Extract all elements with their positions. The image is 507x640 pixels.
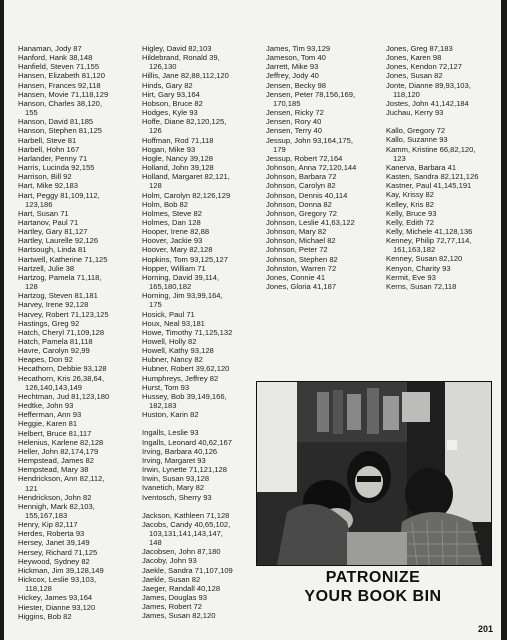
index-entry: Heggie, Karen 81 [18,419,78,429]
index-entry: Holland, Margaret 82,121, [142,172,230,182]
index-entry: Jacoby, John 93 [142,556,197,566]
index-entry-continuation: 118,128 [25,584,52,594]
index-entry: Jones, Kendon 72,127 [386,62,463,72]
index-entry: Irving, Barbara 40,126 [142,446,218,456]
index-entry-continuation: 155,167,183 [25,510,68,520]
index-entry: Irwin, Lynette 71,121,128 [142,465,227,475]
index-entry: Hogan, Mike 93 [142,144,196,154]
index-entry: Hopkins, Tom 93,125,127 [142,254,228,264]
index-entry: Jonte, Dianne 89,93,103, [386,80,471,90]
index-entry: Kay, Krissy 82 [386,190,434,200]
index-entry-continuation: 182,183 [149,401,177,411]
index-entry: Howell, Kathy 93,128 [142,346,214,356]
index-entry-continuation: 118,120 [393,89,420,99]
index-entry: Hosick, Paul 71 [142,309,195,319]
index-entry: Kelly, Bruce 93 [386,208,437,218]
index-entry: Kenney, Susan 82,120 [386,254,463,264]
index-entry: Hennigh, Mark 82,103, [18,501,95,511]
index-entry-continuation: 179 [273,144,286,154]
bookstore-photo [256,381,492,566]
index-entry: Ingalls, Leonard 40,62,167 [142,437,232,447]
index-entry: Hoffman, Rod 71,118 [142,135,214,145]
index-column-2 [142,44,233,621]
index-entry: James, Robert 72 [142,602,202,612]
index-entry: Johnson, Stephen 82 [266,254,338,264]
index-entry: Heller, John 82,174,179 [18,446,99,456]
index-entry: Jaekle, Susan 82 [142,574,201,584]
index-entry: Johnson, Gregory 72 [266,208,337,218]
index-entry: Jacobs, Candy 40,65,102, [142,519,231,529]
index-column-4 [386,44,478,291]
index-entry-continuation: 148 [149,538,162,548]
section-gap [386,117,478,126]
index-entry: Hooper, Irene 82,88 [142,227,210,237]
page-number: 201 [477,624,493,634]
index-entry: Jessup, Robert 72,164 [266,153,343,163]
index-entry: Kelly, Edith 72 [386,217,434,227]
index-entry: Holm, Bob 82 [142,199,189,209]
index-entry: Kasten, Sandra 82,121,126 [386,172,479,182]
index-entry: Hartwell, Katherine 71,125 [18,254,108,264]
index-entry: Kerns, Susan 72,118 [386,281,457,291]
index-entry: Holmes, Steve 82 [142,208,202,218]
index-entry: Hendrickson, Ann 82,112, [18,474,105,484]
index-entry: Hanson, David 81,185 [18,117,94,127]
index-entry: Hussey, Bob 39,149,166, [142,391,227,401]
index-entry: Kanerva, Barbara 41 [386,162,457,172]
index-entry: Kamm, Kristine 66,82,120, [386,144,476,154]
index-entry: Kelly, Michele 41,128,136 [386,226,473,236]
index-entry: Johnston, Warren 72 [266,263,337,273]
index-entry: Harvey, Irene 92,128 [18,300,89,310]
index-entry: Irwin, Susan 93,128 [142,474,210,484]
index-entry: Kastner, Paul 41,145,191 [386,181,472,191]
index-entry: Jensen, Ricky 72 [266,108,324,118]
index-entry: Jostes, John 41,142,184 [386,98,469,108]
index-entry: Jones, Connie 41 [266,272,326,282]
index-entry: Irving, Margaret 93 [142,455,206,465]
index-entry: Holmes, Dan 128 [142,217,201,227]
index-entry: Horning, Jim 93,99,164, [142,291,223,301]
index-entry-continuation: 126,140,143,149 [25,382,83,392]
index-entry: Hempstead, Mary 38 [18,465,89,475]
index-entry: Hickey, James 93,164 [18,593,93,603]
index-entry: Johnson, Carolyn 82 [266,181,336,191]
index-entry: Helbert, Bruce 81,117 [18,428,92,438]
index-entry: Hartley, Laurelle 92,126 [18,236,99,246]
index-entry: Jones, Susan 82 [386,71,443,81]
index-entry: Iventosch, Sherry 93 [142,492,212,502]
yearbook-page [4,0,501,640]
index-entry-continuation: 128 [25,282,38,292]
index-entry: Hartsough, Linda 81 [18,245,87,255]
index-entry: Howe, Timothy 71,125,132 [142,327,233,337]
index-entry: Jacobsen, John 87,180 [142,547,221,557]
index-entry: James, Douglas 93 [142,593,208,603]
index-entry: Hoover, Jackie 93 [142,236,203,246]
index-entry: Johnson, Peter 72 [266,245,328,255]
index-entry: Hartley, Gary 81,127 [18,227,88,237]
index-entry: James, Tim 93,129 [266,44,331,53]
index-entry: Hempstead, James 82 [18,456,94,466]
index-entry-continuation: 123 [393,153,406,163]
index-entry: Hinds, Gary 82 [142,80,193,90]
index-entry: Hirt, Gary 93,164 [142,89,200,99]
index-entry: Holland, John 39,128 [142,163,214,173]
index-entry: Horning, David 39,114, [142,272,220,282]
index-entry-continuation: 155 [25,108,38,118]
index-entry: Henry, Kip 82,117 [18,520,78,530]
index-entry: Hedtke, John 93 [18,401,74,411]
index-entry: Hoffe, Diane 82,120,125, [142,117,227,127]
index-entry: Hart, Susan 71 [18,208,69,218]
section-gap [142,502,233,511]
index-entry: Hanaman, Jody 87 [18,44,82,53]
index-entry: Johnson, Barbara 72 [266,172,337,182]
index-entry: James, Susan 82,120 [142,611,216,621]
index-entry-continuation: 126 [149,126,162,136]
index-entry: Herdes, Roberta 93 [18,529,85,539]
index-entry: Heapes, Don 92 [18,355,73,365]
index-entry: Jensen, Peter 78,156,169, [266,89,356,99]
index-column-1 [18,44,109,621]
index-entry: Kelley, Kris 82 [386,199,434,209]
index-entry: Huston, Karin 82 [142,410,199,420]
index-entry: Hanford, Hank 38,148 [18,53,93,63]
index-entry: Jones, Greg 87,183 [386,44,453,53]
index-entry: Hart, Peggy 81,109,112, [18,190,100,200]
index-entry: Hogle, Nancy 39,128 [142,153,213,163]
index-entry: Jensen, Rory 40 [266,117,322,127]
index-entry: Hastings, Greg 92 [18,318,80,328]
index-entry: Heywood, Sydney 82 [18,556,90,566]
index-entry: Helenius, Karlene 82,128 [18,437,104,447]
index-entry: Hillis, Jane 82,88,112,120 [142,71,229,81]
index-entry: Hersey, Richard 71,125 [18,547,98,557]
index-entry: Hefferman, Ann 93 [18,410,82,420]
index-entry: Hopper, William 71 [142,263,206,273]
index-entry: Jones, Gloria 41,187 [266,282,337,292]
index-entry-continuation: 161,163,182 [393,245,436,255]
index-entry: Hersey, Janet 39,149 [18,538,90,548]
index-entry: Houx, Neal 93,181 [142,318,205,328]
index-entry: Johnson, Michael 82 [266,236,336,246]
index-entry: Holm, Carolyn 82,126,129 [142,190,231,200]
index-entry: Hechtman, Jud 81,123,180 [18,391,110,401]
index-entry: Juchau, Kerry 93 [386,108,444,118]
index-entry: Hecathorn, Kris 26,38,64, [18,373,105,383]
index-entry: Kenney, Philip 72,77,114, [386,236,472,246]
index-entry: Johnson, Mary 82 [266,227,327,237]
index-entry: Harvey, Robert 71,123,125 [18,309,109,319]
index-entry: Hartanov, Paul 71 [18,217,79,227]
index-entry: Hartzog, Pamela 71,118, [18,272,102,282]
index-entry: Jaeger, Randall 40,128 [142,583,221,593]
index-entry: Hartzell, Julie 38 [18,263,75,273]
index-entry: Kallo, Suzanne 93 [386,135,448,145]
index-entry: Johnson, Donna 82 [266,199,332,209]
index-entry: Jaekle, Sandra 71,107,109 [142,565,233,575]
index-entry: Harbell, Hohn 167 [18,144,80,154]
index-entry: Hickman, Jim 39,128,149 [18,565,104,575]
index-entry: Hoover, Mary 82,128 [142,245,213,255]
index-entry: Jackson, Kathleen 71,128 [142,510,230,520]
index-entry: Hatch, Cheryl 71,109,128 [18,327,105,337]
index-entry: Hansen, Frances 92,118 [18,80,101,90]
index-entry: Ingalls, Leslie 93 [142,428,199,438]
index-entry: Hanson, Stephen 81,125 [18,126,103,136]
index-entry: Higgins, Bob 82 [18,611,72,621]
index-entry: Hecathorn, Debbie 93,128 [18,364,107,374]
index-entry-continuation: 165,180,182 [149,282,192,292]
index-entry: Howell, Holly 82 [142,337,197,346]
index-entry-continuation: 175 [149,300,162,310]
index-column-3 [266,44,356,291]
index-entry: Jarrett, Mike 93 [266,62,319,72]
index-entry: Harrison, Bill 92 [18,172,72,182]
index-entry-continuation: 170,185 [273,98,301,108]
index-entry: Johnson, Leslie 41,63,122 [266,217,355,227]
index-entry: Humphreys, Jeffrey 82 [142,373,219,383]
index-entry: Jeffrey, Jody 40 [266,71,319,81]
index-entry: Ivanetich, Mary 82 [142,483,205,493]
index-entry: Jones, Karen 98 [386,53,442,63]
index-entry: Kallo, Gregory 72 [386,126,446,136]
index-entry: Hobson, Bruce 82 [142,98,203,108]
index-entry-continuation: 128 [149,181,162,191]
index-entry: Kenyon, Charity 93 [386,263,451,273]
index-entry: Hart, Mike 92,183 [18,181,78,191]
index-entry: Hansen, Movie 71,118,129 [18,89,109,99]
index-entry: Jensen, Becky 98 [266,80,326,90]
index-entry: Hubner, Nancy 82 [142,355,203,365]
index-entry: Hickcox, Leslie 93,103, [18,575,97,585]
index-entry: Hildebrand, Ronald 39, [142,53,220,63]
index-entry-continuation: 121 [25,483,38,493]
index-entry: Jessup, John 93,164,175, [266,135,353,145]
section-gap [142,419,233,428]
index-entry-continuation: 126,130 [149,62,177,72]
book-bin-banner [256,568,490,606]
index-entry: Hanson, Charles 38,120, [18,98,103,108]
index-entry: Hodges, Kyle 93 [142,108,198,118]
index-entry: Harbell, Steve 81 [18,135,77,145]
banner-line-1: PATRONIZE [325,569,421,586]
index-entry: Jensen, Terry 40 [266,126,322,136]
banner-line-2: YOUR BOOK BIN [304,588,442,605]
index-entry: Hanfield, Steven 71,155 [18,62,100,72]
index-entry: Hartzog, Steven 81,181 [18,291,98,301]
index-entry: Hubner, Robert 39,62,120 [142,364,230,374]
index-entry: Hurst, Tom 93 [142,382,190,392]
index-entry: Hatch, Pamela 81,118 [18,337,93,346]
index-entry-continuation: 123,186 [25,199,53,209]
index-entry: Higley, David 82,103 [142,44,212,53]
index-entry: Kermit, Eve 93 [386,272,436,282]
index-entry: Harris, Lucinda 92,155 [18,163,95,173]
index-entry: Harlander, Penny 71 [18,153,88,163]
index-entry: Hendrickson, John 82 [18,492,92,502]
index-entry: Johnson, Dennis 40,114 [266,190,348,200]
index-entry-continuation: 103,131,141,143,147, [149,528,223,538]
index-entry: Hansen, Elizabeth 81,120 [18,71,105,81]
index-entry: Johnson, Anna 72,120,144 [266,163,357,173]
index-entry: Havre, Carolyn 92,99 [18,346,90,356]
index-entry: Jameson, Tom 40 [266,53,326,63]
index-entry: Hiester, Dianne 93,120 [18,602,96,612]
